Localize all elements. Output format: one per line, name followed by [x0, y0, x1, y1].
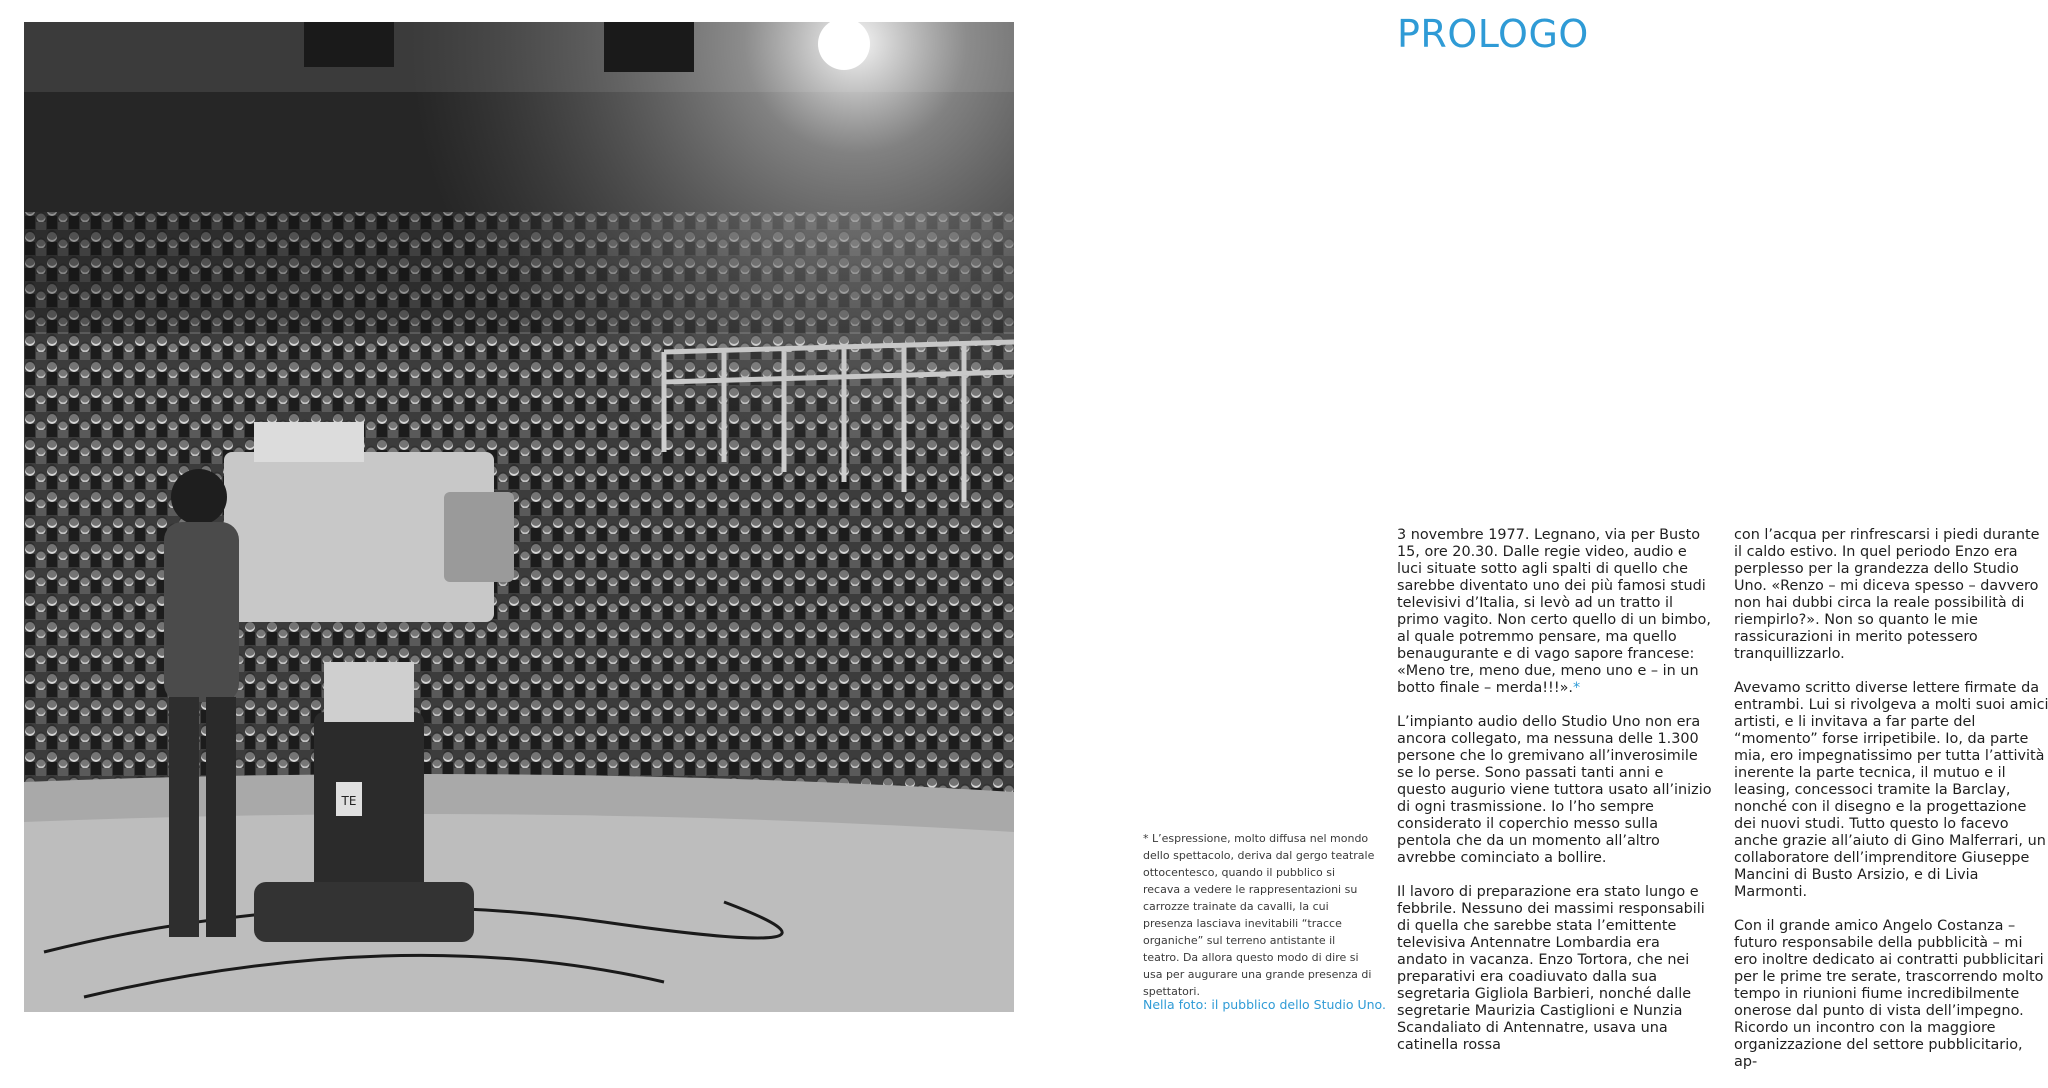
footnote: * L’espressione, molto diffusa nel mondo dello spettacolo, deriva dal gergo teatrale ottocentesco, quando il pubblico si recava a vedere le rappresentazioni su carrozze trainate da cavalli, la cui presenza lasciava inevitabili “tracce organiche” sul terreno antistante il teatro. Da allora questo modo di dire si usa per augurare una grande presenza di spettatori.: [1143, 832, 1375, 998]
text-column-left: [1397, 527, 1712, 1071]
paragraph: Il lavoro di preparazione era stato lungo e febbrile. Nessuno dei massimi responsabili di quella che sarebbe stata l’emittente televisiva Antennatre Lombardia era andato in vacanza. Enzo Tortora, che nei preparativi era coadiuvato dalla sua segretaria Gigliola Barbieri, nonché dalle segretarie Maurizia Castiglioni e Nunzia Scandaliato di Antennatre, usava una catinella rossa: [1397, 884, 1705, 1053]
paragraph: [1397, 527, 1712, 697]
paragraph: Con il grande amico Angelo Costanza – futuro responsabile della pubblicità – mi ero inoltre dedicato ai contratti pubblicitari per le prime tre serate, trascorrendo molto tempo in riunioni fiume incredibilmente onerose dal punto di vista dell’impegno. Ricordo un incontro con la maggiore organizzazione del settore pubblicitario, ap-: [1734, 918, 2044, 1070]
paragraph: L’impianto audio dello Studio Uno non era ancora collegato, ma nessuna delle 1.300 persone che lo gremivano all’inverosimile se lo perse. Sono passati tanti anni e questo augurio viene tuttora usato all’inizio di ogni trasmissione. Io l’ho sempre considerato il coperchio messo sulla pentola che da un momento all’altro avrebbe cominciato a bollire.: [1397, 714, 1712, 866]
paragraph-text: 3 novembre 1977. Legnano, via per Busto 15, ore 20.30. Dalle regie video, audio e luci situate sotto agli spalti di quello che sarebbe diventato uno dei più famosi studi televisivi d’Italia, si levò ad un tratto il primo vagito. Non certo quello di un bimbo, al quale potremmo pensare, ma quello benaugurante e di vago sapore francese: «Meno tre, meno due, meno uno e – in un botto finale – merda!!!».: [1397, 527, 1711, 696]
text-column-right: [1734, 527, 2048, 1088]
paragraph: Avevamo scritto diverse lettere firmate da entrambi. Lui si rivolgeva a molti suoi amici artisti, e li invitava a far parte del “momento” forse irripetibile. Io, da parte mia, ero impegnatissimo per tutta l’attività inerente la parte tecnica, il mutuo e il leasing, concessoci tramite la Barclay, nonché con il disegno e la progettazione dei nuovi studi. Tutto questo lo facevo anche grazie all’aiuto di Gino Malferrari, un collaboratore dell’imprenditore Giuseppe Mancini di Busto Arsizio, e di Livia Marmonti.: [1734, 680, 2048, 900]
photo-caption: Nella foto: il pubblico dello Studio Uno.: [1143, 997, 1386, 1012]
camera-badge-text: TE: [341, 794, 357, 808]
page-title: PROLOGO: [1397, 12, 1589, 56]
paragraph: con l’acqua per rinfrescarsi i piedi durante il caldo estivo. In quel periodo Enzo era perplesso per la grandezza dello Studio Uno. «Renzo – mi diceva spesso – davvero non hai dubbi circa la reale possibilità di riempirlo?». Non so quanto le mie rassicurazioni in merito potessero tranquillizzarlo.: [1734, 527, 2040, 662]
footnote-mark: *: [1572, 680, 1581, 696]
photo-illustration: [24, 22, 1014, 1012]
studio-audience-photo: [24, 22, 1014, 1012]
